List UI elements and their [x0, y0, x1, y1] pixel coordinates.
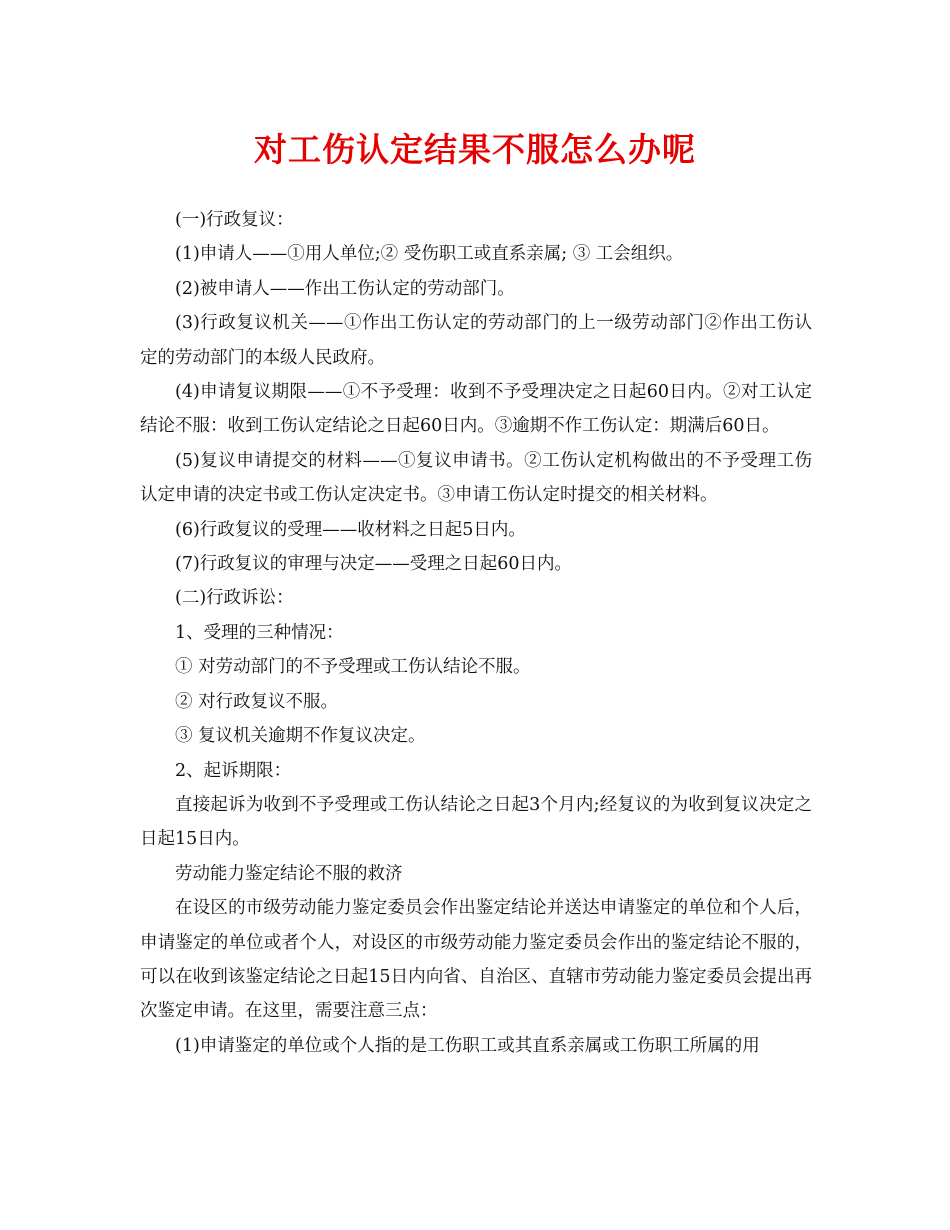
paragraph-acceptance: (6)行政复议的受理——收材料之日起5日内。 [175, 519, 526, 540]
list-item-case-1: ① 对劳动部门的不予受理或工伤认结论不服。 [175, 657, 531, 678]
list-item-case-3: ③ 复议机关逾期不作复议决定。 [175, 726, 426, 747]
paragraph-decision: (7)行政复议的审理与决定——受理之日起60日内。 [175, 554, 573, 575]
paragraph-filing-deadline: 直接起诉为收到不予受理或工伤认结论之日起3个月内;经复议的为收到复议决定之日起15日内。 [140, 794, 812, 850]
document-body [140, 203, 812, 1063]
paragraph-application-deadline: (4)申请复议期限——①不予受理：收到不予受理决定之日起60日内。②对工认定结论不服：收到工伤认定结论之日起60日内。③逾期不作工伤认定：期满后60日。 [140, 382, 812, 437]
paragraph-materials: (5)复议申请提交的材料——①复议申请书。②工伤认定机构做出的不予受理工伤认定申请的决定书或工伤认定决定书。③申请工伤认定时提交的相关材料。 [140, 450, 812, 506]
page-title: 对工伤认定结果不服怎么办呢 [254, 130, 696, 169]
section-heading-admin-review: (一)行政复议： [175, 210, 294, 230]
paragraph-review-authority: (3)行政复议机关——①作出工伤认定的劳动部门的上一级劳动部门②作出工伤认定的劳动部门的本级人民政府。 [140, 313, 812, 368]
paragraph-three-cases: 1、受理的三种情况： [175, 622, 344, 643]
paragraph-note-1: (1)申请鉴定的单位或个人指的是工伤职工或其直系亲属或工伤职工所属的用 [175, 1035, 760, 1056]
paragraph-applicant: (1)申请人——①用人单位;② 受伤职工或直系亲属; ③ 工会组织。 [175, 244, 684, 265]
paragraph-re-appraisal: 在设区的市级劳动能力鉴定委员会作出鉴定结论并送达申请鉴定的单位和个人后，申请鉴定的单位或者个人，对设区的市级劳动能力鉴定委员会作出的鉴定结论不服的，可以在收到该鉴定结论之日起15日内向省、自治区、直辖市劳动能力鉴定委员会提出再次鉴定申请。在这里，需要注意三点： [140, 898, 812, 1022]
section-heading-ability-appraisal: 劳动能力鉴定结论不服的救济 [175, 863, 403, 884]
list-item-case-2: ② 对行政复议不服。 [175, 691, 339, 712]
paragraph-filing-deadline-heading: 2、起诉期限： [175, 760, 292, 781]
paragraph-respondent: (2)被申请人——作出工伤认定的劳动部门。 [175, 278, 515, 299]
section-heading-litigation: (二)行政诉讼： [175, 588, 294, 609]
